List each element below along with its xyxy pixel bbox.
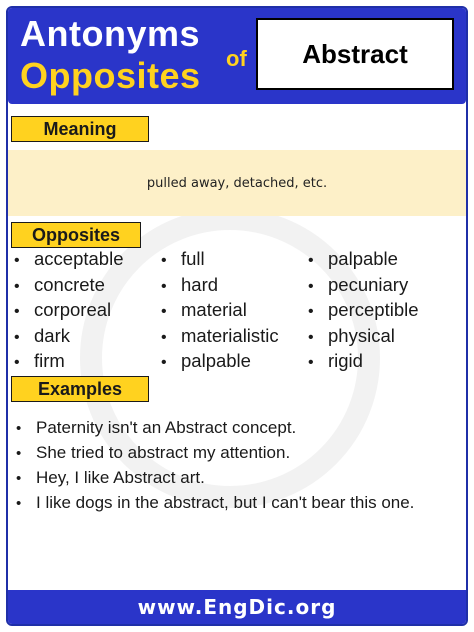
- opposite-item: • physical: [308, 325, 419, 351]
- opposite-item: • palpable: [308, 248, 419, 274]
- example-item: • I like dogs in the abstract, but I can't bear this one.: [16, 493, 414, 518]
- meaning-label: Meaning: [11, 116, 149, 142]
- examples-list: [16, 418, 414, 518]
- opposite-item: • perceptible: [308, 299, 419, 325]
- opposites-column-1: [14, 248, 123, 376]
- meaning-panel: [8, 150, 466, 216]
- footer-banner: [8, 590, 466, 624]
- opposite-item: • concrete: [14, 274, 123, 300]
- opposite-item: • material: [161, 299, 279, 325]
- opposite-item: • firm: [14, 350, 123, 376]
- header-banner: [8, 8, 466, 104]
- opposite-item: • materialistic: [161, 325, 279, 351]
- opposites-column-3: [308, 248, 419, 376]
- opposite-item: • palpable: [161, 350, 279, 376]
- opposite-item: • dark: [14, 325, 123, 351]
- opposite-item: • corporeal: [14, 299, 123, 325]
- example-item: • Paternity isn't an Abstract concept.: [16, 418, 414, 443]
- opposite-item: • full: [161, 248, 279, 274]
- example-item: • Hey, I like Abstract art.: [16, 468, 414, 493]
- meaning-text: pulled away, detached, etc.: [146, 175, 328, 191]
- title-antonyms: Antonyms: [20, 13, 201, 54]
- examples-label: Examples: [11, 376, 149, 402]
- opposite-item: • pecuniary: [308, 274, 419, 300]
- card-frame: [6, 6, 468, 626]
- example-item: • She tried to abstract my attention.: [16, 443, 414, 468]
- opposite-item: • hard: [161, 274, 279, 300]
- opposites-column-2: [161, 248, 279, 376]
- opposite-item: • acceptable: [14, 248, 123, 274]
- title-opposites: Opposites: [20, 55, 201, 96]
- headword-box: Abstract: [256, 18, 454, 90]
- site-url: www.EngDic.org: [137, 595, 337, 619]
- opposites-label: Opposites: [11, 222, 141, 248]
- opposite-item: • rigid: [308, 350, 419, 376]
- title-of: of: [226, 46, 247, 71]
